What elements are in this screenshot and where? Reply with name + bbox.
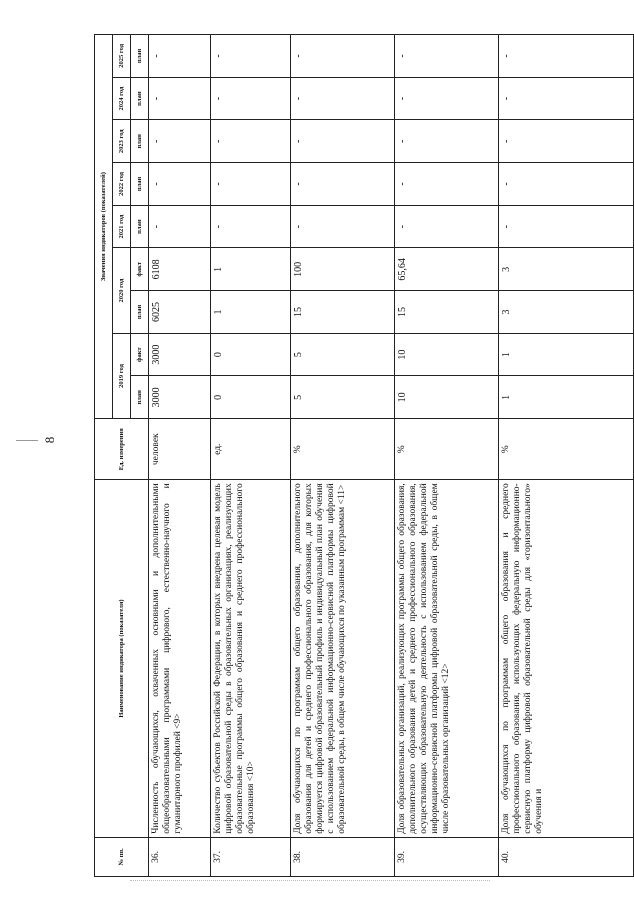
value-cell: -	[291, 35, 395, 78]
header-year-2020: 2020 год	[113, 248, 131, 333]
value-cell: -	[149, 205, 211, 248]
value-cell: -	[291, 205, 395, 248]
header-no: № пп.	[95, 837, 149, 876]
indicator-name: Доля обучающихся по программам общего образования и среднего профессионального образования, использующих федеральную информационно-сервисную платформу цифровой образовательной среды для «горизонтального» обучения и	[499, 480, 634, 838]
unit-cell: %	[395, 419, 499, 480]
value-cell: 3	[499, 248, 634, 291]
value-cell: 15	[395, 291, 499, 334]
value-cell: -	[211, 35, 291, 78]
page-number-rule	[16, 440, 38, 441]
value-cell: -	[499, 163, 634, 206]
scan-edge-bottom	[130, 880, 490, 881]
value-cell: -	[149, 163, 211, 206]
header-sub: план	[131, 291, 149, 334]
indicator-name: Доля обучающихся по программам общего образования, дополнительного образования для детей и среднего профессионального образования, для которых формируется цифровой образовательный профиль и индивидуальный план обучения с использованием федеральной информационно-сервисной платформы цифровой образовательной среды, в общем числе обучающихся по указанным программам <11>	[291, 480, 395, 838]
value-cell: -	[395, 163, 499, 206]
value-cell: -	[395, 77, 499, 120]
value-cell: -	[211, 77, 291, 120]
table-row	[499, 35, 634, 877]
rotated-table-container	[94, 34, 634, 877]
value-cell: -	[291, 163, 395, 206]
header-sub: план	[131, 163, 149, 206]
value-cell: -	[211, 163, 291, 206]
header-sub: план	[131, 120, 149, 163]
value-cell: -	[499, 35, 634, 78]
header-year-2024: 2024 год	[113, 77, 131, 120]
row-number: 39.	[395, 837, 499, 876]
row-number: 37.	[211, 837, 291, 876]
value-cell: -	[499, 120, 634, 163]
value-cell: -	[291, 77, 395, 120]
value-cell: 15	[291, 291, 395, 334]
value-cell: -	[291, 120, 395, 163]
value-cell: -	[149, 35, 211, 78]
value-cell: 5	[291, 376, 395, 419]
table-row	[395, 35, 499, 877]
value-cell: 3000	[149, 333, 211, 376]
header-year-2019: 2019 год	[113, 333, 131, 418]
table-row	[291, 35, 395, 877]
value-cell: -	[149, 120, 211, 163]
indicator-name: Количество субъектов Российской Федерации, в которых внедрена целевая модель цифровой образовательной среды в образовательных организациях, реализующих образовательные программы общего образования и среднего профессионального образования <10>	[211, 480, 291, 838]
value-cell: 5	[291, 333, 395, 376]
header-sub: план	[131, 205, 149, 248]
value-cell: 6108	[149, 248, 211, 291]
value-cell: 0	[211, 333, 291, 376]
header-year-2021: 2021 год	[113, 205, 131, 248]
header-sub: факт	[131, 333, 149, 376]
value-cell: 0	[211, 376, 291, 419]
row-number: 36.	[149, 837, 211, 876]
header-sub: план	[131, 376, 149, 419]
indicator-name: Численность обучающихся, охваченных основными и дополнительными общеобразовательными программами цифрового, естественно-научного и гуманитарного профилей <9>	[149, 480, 211, 838]
value-cell: 10	[395, 333, 499, 376]
value-cell: -	[395, 35, 499, 78]
unit-cell: ед.	[211, 419, 291, 480]
table-row	[211, 35, 291, 877]
value-cell: -	[211, 205, 291, 248]
indicators-table	[94, 34, 634, 877]
value-cell: -	[499, 77, 634, 120]
value-cell: 1	[211, 248, 291, 291]
value-cell: 1	[499, 376, 634, 419]
value-cell: 100	[291, 248, 395, 291]
row-number: 38.	[291, 837, 395, 876]
value-cell: 3	[499, 291, 634, 334]
table-row	[149, 35, 211, 877]
header-sub: факт	[131, 248, 149, 291]
header-year-2025: 2025 год	[113, 35, 131, 78]
value-cell: 1	[211, 291, 291, 334]
value-cell: -	[395, 120, 499, 163]
header-sub: план	[131, 77, 149, 120]
value-cell: -	[149, 77, 211, 120]
header-year-2023: 2023 год	[113, 120, 131, 163]
header-unit: Ед. измерения	[95, 419, 149, 480]
value-cell: 3000	[149, 376, 211, 419]
unit-cell: %	[499, 419, 634, 480]
value-cell: -	[211, 120, 291, 163]
unit-cell: %	[291, 419, 395, 480]
value-cell: 65,64	[395, 248, 499, 291]
row-number: 40.	[499, 837, 634, 876]
value-cell: 6025	[149, 291, 211, 334]
header-values-group: Значения индикаторов (показателей)	[95, 35, 113, 419]
unit-cell: человек	[149, 419, 211, 480]
value-cell: 10	[395, 376, 499, 419]
header-year-2022: 2022 год	[113, 163, 131, 206]
value-cell: -	[395, 205, 499, 248]
indicator-name: Доля образовательных организаций, реализующих программы общего образования, дополнительного образования детей и среднего профессионального образования, осуществляющих образовательную деятельность с использованием федеральной информационно-сервисной платформы цифровой образовательной среды, в общем числе образовательных организаций <12>	[395, 480, 499, 838]
scan-edge	[0, 0, 634, 8]
page-number: 8	[42, 436, 57, 444]
header-sub: план	[131, 35, 149, 78]
value-cell: 1	[499, 333, 634, 376]
header-name: Наименование индикатора (показателя)	[95, 480, 149, 838]
value-cell: -	[499, 205, 634, 248]
